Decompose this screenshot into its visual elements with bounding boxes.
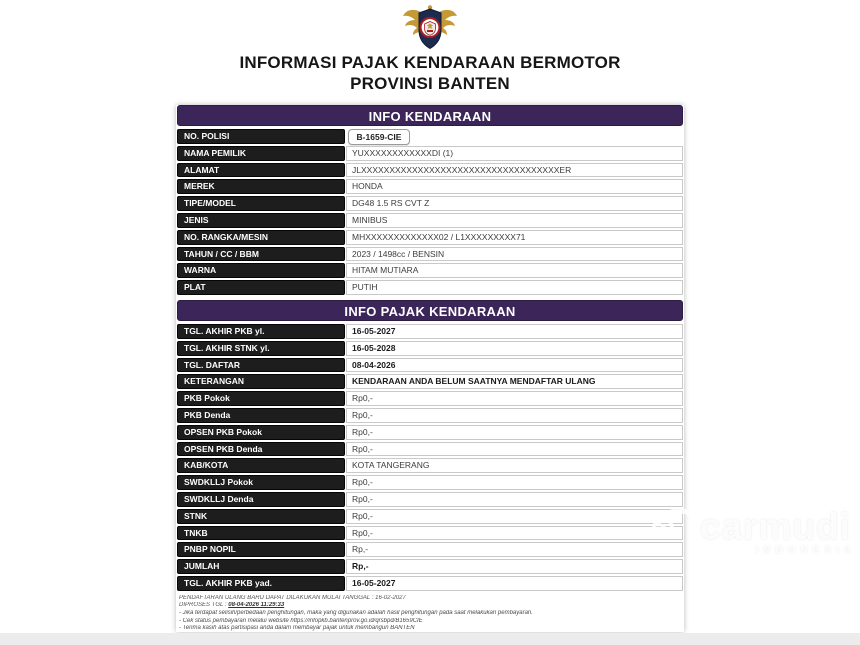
row-label: ALAMAT xyxy=(177,163,345,178)
row-value: HITAM MUTIARA xyxy=(346,263,683,278)
section-info-pajak-kendaraan xyxy=(176,300,684,591)
table-row xyxy=(177,263,683,278)
info-pajak-table xyxy=(177,324,683,591)
row-label: KAB/KOTA xyxy=(177,458,345,473)
row-label: WARNA xyxy=(177,263,345,278)
table-row xyxy=(177,179,683,194)
row-label: MEREK xyxy=(177,179,345,194)
processed-date-value: 08-04-2026 11:29:33 xyxy=(228,602,285,609)
table-row xyxy=(177,492,683,507)
table-row xyxy=(177,247,683,262)
table-row xyxy=(177,526,683,541)
row-value: PUTIH xyxy=(346,280,683,295)
row-label: OPSEN PKB Denda xyxy=(177,442,345,457)
page-bottom-strip xyxy=(0,633,860,645)
row-value: 08-04-2026 xyxy=(346,358,683,373)
table-row xyxy=(177,391,683,406)
row-value: 16-05-2027 xyxy=(346,324,683,339)
registration-note: PENDAFTARAN ULANG BARU DAPAT DILAKUKAN MULAI TANGGAL : 16-02-2027 xyxy=(179,594,406,601)
footer-note-list xyxy=(179,610,681,633)
page-title-line1: INFORMASI PAJAK KENDARAAN BERMOTOR xyxy=(239,53,621,72)
row-label: PKB Pokok xyxy=(177,391,345,406)
row-label: TGL. AKHIR PKB yad. xyxy=(177,576,345,591)
carmudi-brand-text: carmudi xyxy=(700,506,851,547)
table-row xyxy=(177,542,683,557)
table-row xyxy=(177,576,683,591)
table-row xyxy=(177,341,683,356)
plate-number-button[interactable]: B-1659-CIE xyxy=(348,129,410,145)
row-value: Rp0,- xyxy=(346,526,683,541)
row-value: Rp0,- xyxy=(346,442,683,457)
table-row xyxy=(177,129,683,144)
table-row xyxy=(177,475,683,490)
info-kendaraan-table xyxy=(177,129,683,295)
table-row xyxy=(177,324,683,339)
table-row xyxy=(177,559,683,574)
row-value: 16-05-2027 xyxy=(346,576,683,591)
section-info-kendaraan xyxy=(176,105,684,295)
row-value: Rp0,- xyxy=(346,475,683,490)
table-row xyxy=(177,509,683,524)
tax-info-card xyxy=(176,105,684,632)
table-row xyxy=(177,213,683,228)
row-value: DG48 1.5 RS CVT Z xyxy=(346,196,683,211)
footer-note: - Jika terdapat selisih/perbedaan penghitungan, maka yang digunakan adalah hasil penghitungan pada saat melakukan pembayaran. xyxy=(179,609,533,616)
table-row xyxy=(177,280,683,295)
row-label: NO. POLISI xyxy=(177,129,345,144)
row-value: KENDARAAN ANDA BELUM SAATNYA MENDAFTAR ULANG xyxy=(346,374,683,389)
row-label: TNKB xyxy=(177,526,345,541)
table-row xyxy=(177,163,683,178)
row-label: KETERANGAN xyxy=(177,374,345,389)
row-label: TAHUN / CC / BBM xyxy=(177,247,345,262)
row-label: JUMLAH xyxy=(177,559,345,574)
footer-note: - Cek status pembayaran melalui website https://infopkb.bantenprov.go.id/qrsbpd/B1659CIE xyxy=(179,617,423,624)
page-title xyxy=(0,52,860,94)
table-row xyxy=(177,408,683,423)
processed-date-line xyxy=(179,602,681,610)
table-row xyxy=(177,146,683,161)
processed-date-label: DIPROSES TGL : xyxy=(179,602,227,609)
row-label: SWDKLLJ Denda xyxy=(177,492,345,507)
row-value: KOTA TANGERANG xyxy=(346,458,683,473)
row-label: PLAT xyxy=(177,280,345,295)
row-label: TGL. DAFTAR xyxy=(177,358,345,373)
section-header-info-pajak: INFO PAJAK KENDARAAN xyxy=(177,300,683,321)
row-value: MINIBUS xyxy=(346,213,683,228)
row-value: HONDA xyxy=(346,179,683,194)
row-value: 16-05-2028 xyxy=(346,341,683,356)
row-label: SWDKLLJ Pokok xyxy=(177,475,345,490)
row-value: JLXXXXXXXXXXXXXXXXXXXXXXXXXXXXXXXXXXXER xyxy=(346,163,683,178)
page-title-line2: PROVINSI BANTEN xyxy=(350,74,510,93)
korlantas-emblem-icon xyxy=(401,4,459,50)
row-label: PKB Denda xyxy=(177,408,345,423)
row-label: PNBP NOPIL xyxy=(177,542,345,557)
row-label: STNK xyxy=(177,509,345,524)
row-label: TGL. AKHIR PKB yl. xyxy=(177,324,345,339)
footer-note: - Terima kasih atas partisipasi anda dalam membayar pajak untuk membangun BANTEN xyxy=(179,625,415,632)
row-label: OPSEN PKB Pokok xyxy=(177,425,345,440)
row-label: JENIS xyxy=(177,213,345,228)
row-value: Rp0,- xyxy=(346,408,683,423)
row-value: Rp0,- xyxy=(346,492,683,507)
table-row xyxy=(177,425,683,440)
row-label: TIPE/MODEL xyxy=(177,196,345,211)
footer-notes xyxy=(179,595,681,633)
row-label: TGL. AKHIR STNK yl. xyxy=(177,341,345,356)
table-row xyxy=(177,442,683,457)
row-value: 2023 / 1498cc / BENSIN xyxy=(346,247,683,262)
row-value: YUXXXXXXXXXXXXDI (1) xyxy=(346,146,683,161)
row-value: MHXXXXXXXXXXXXX02 / L1XXXXXXXXX71 xyxy=(346,230,683,245)
table-row xyxy=(177,374,683,389)
page-header xyxy=(0,0,860,94)
carmudi-country-text: INDONESIA xyxy=(755,545,856,556)
table-row xyxy=(177,358,683,373)
row-value: Rp0,- xyxy=(346,509,683,524)
row-value: Rp0,- xyxy=(346,391,683,406)
section-header-info-kendaraan: INFO KENDARAAN xyxy=(177,105,683,126)
row-value: Rp,- xyxy=(346,542,683,557)
row-value: Rp0,- xyxy=(346,425,683,440)
table-row xyxy=(177,196,683,211)
row-label: NO. RANGKA/MESIN xyxy=(177,230,345,245)
row-label: NAMA PEMILIK xyxy=(177,146,345,161)
table-row xyxy=(177,230,683,245)
row-value xyxy=(346,129,683,146)
table-row xyxy=(177,458,683,473)
row-value: Rp,- xyxy=(346,559,683,574)
